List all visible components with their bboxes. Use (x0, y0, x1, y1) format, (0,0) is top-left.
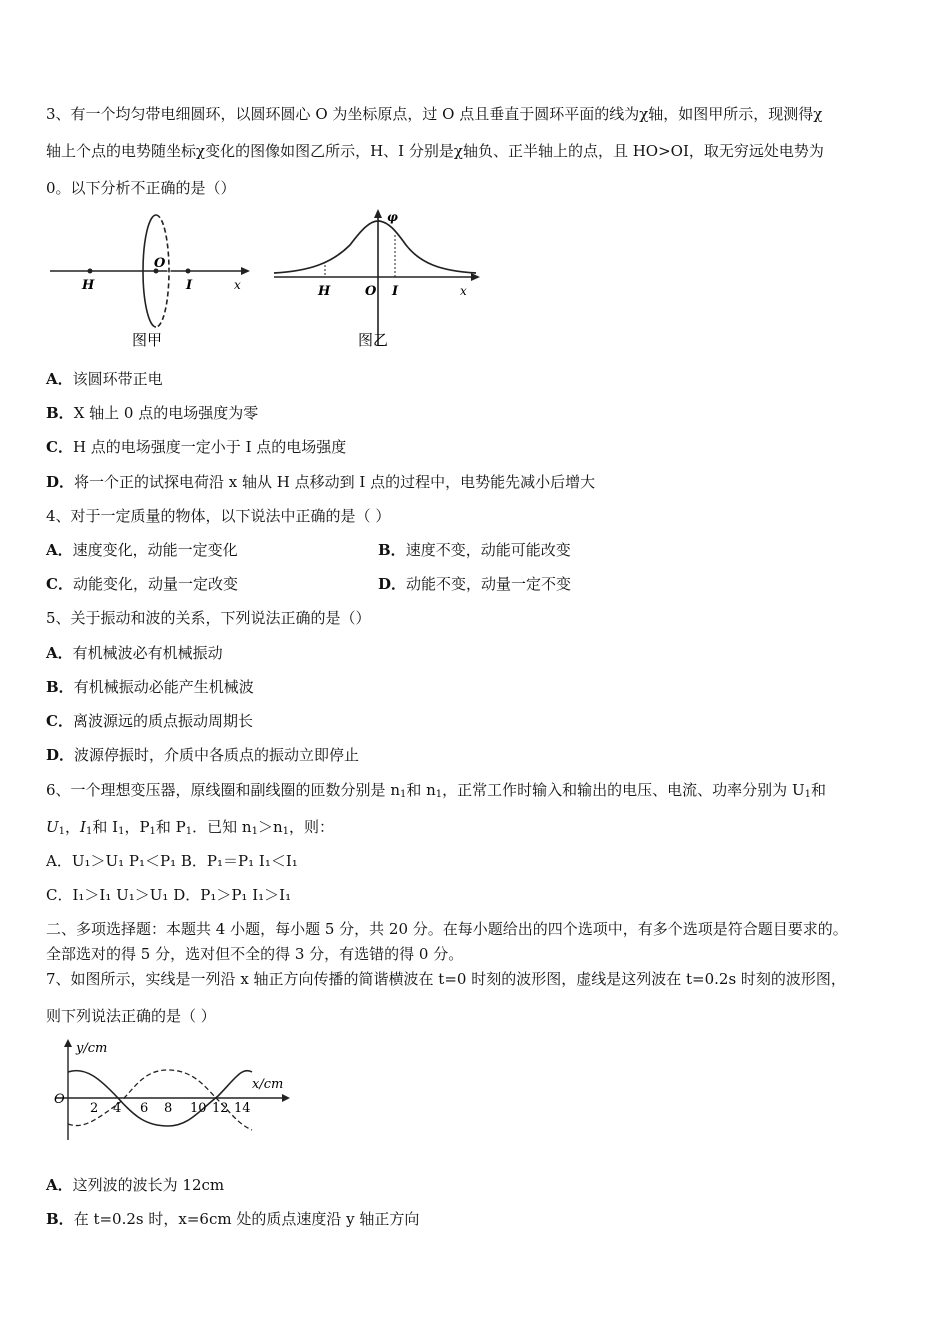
q5-stem: 5、关于振动和波的关系，下列说法正确的是（） (46, 609, 371, 627)
q7-option-a: A．这列波的波长为 12cm (46, 1176, 225, 1194)
q4-option-c: C．动能变化，动量一定改变 (46, 575, 238, 593)
wave-ylabel: y/cm (76, 1041, 108, 1056)
q7-stem-line1: 7、如图所示，实线是一列沿 x 轴正方向传播的简谐横波在 t=0 时刻的波形图，虚线是这列波在 t=0.2s 时刻的波形图， (46, 970, 846, 988)
fig-b-label-i: I (392, 284, 399, 299)
q3-stem-line3: 0。以下分析不正确的是（） (46, 179, 236, 197)
tick-6: 6 (140, 1101, 149, 1116)
q6-stem-line2: $U_1$，$I_1$和 $I_1$，$P_1$和 $P_1$．已知 $n_1>n_1$，则： (46, 818, 335, 837)
q3-option-c: C．H 点的电场强度一定小于 I 点的电场强度 (46, 438, 347, 456)
fig-b-label-x: x (460, 284, 467, 298)
section2-line2: 全部选对的得 5 分，选对但不全的得 3 分，有选错的得 0 分。 (46, 945, 464, 963)
q7-stem-line2: 则下列说法正确的是（ ） (46, 1007, 216, 1025)
fig-a-label-i: I (186, 278, 193, 293)
figure-wave (46, 1036, 296, 1146)
q6-options-cd: C．I₁＞I₁ U₁＞U₁ D．P₁＞P₁ I₁＞I₁ (46, 886, 292, 904)
figure-a-ring (46, 205, 261, 355)
tick-10: 10 (190, 1101, 207, 1116)
tick-4: 4 (113, 1101, 122, 1116)
q7-option-b: B．在 t=0.2s 时，x=6cm 处的质点速度沿 y 轴正方向 (46, 1210, 420, 1228)
tick-2: 2 (90, 1101, 99, 1116)
q5-option-d: D．波源停振时，介质中各质点的振动立即停止 (46, 746, 360, 764)
fig-b-label-o: O (365, 284, 377, 299)
fig-a-label-o: O (154, 256, 166, 271)
q3-option-d: D．将一个正的试探电荷沿 x 轴从 H 点移动到 I 点的过程中，电势能先减小后增大 (46, 473, 596, 491)
q4-option-a: A．速度变化，动能一定变化 (46, 541, 238, 559)
tick-8: 8 (164, 1101, 173, 1116)
q5-option-a: A．有机械波必有机械振动 (46, 644, 223, 662)
q6-stem-line1: 6、一个理想变压器，原线圈和副线圈的匝数分别是 $n_1$和 $n_1$，正常工作时输入和输出的电压、电流、功率分别为 $U_1$和 (46, 781, 826, 800)
wave-xlabel: x/cm (252, 1077, 284, 1092)
q3-option-b: B．X 轴上 0 点的电场强度为零 (46, 404, 259, 422)
fig-b-label-phi: φ (387, 210, 398, 224)
fig-b-caption: 图乙 (358, 331, 389, 349)
q4-option-d: D．动能不变，动量一定不变 (378, 575, 572, 593)
fig-a-label-x: x (234, 278, 241, 292)
q3-stem-line1: 3、有一个均匀带电细圆环，以圆环圆心 O 为坐标原点，过 O 点且垂直于圆环平面的线为χ轴，如图甲所示，现测得χ (46, 105, 823, 123)
q3-option-a: A．该圆环带正电 (46, 370, 163, 388)
fig-b-label-h: H (318, 284, 331, 299)
tick-12: 12 (212, 1101, 229, 1116)
figure-b-potential-graph (270, 205, 485, 355)
q4-stem: 4、对于一定质量的物体，以下说法中正确的是（ ） (46, 507, 391, 525)
section2-line1: 二、多项选择题：本题共 4 小题，每小题 5 分，共 20 分。在每小题给出的四个选项中，有多个选项是符合题目要求的。 (46, 920, 848, 938)
q6-options-ab: A．U₁＞U₁ P₁＜P₁ B．P₁＝P₁ I₁＜I₁ (46, 852, 298, 870)
wave-origin: O (54, 1092, 65, 1107)
q3-stem-line2: 轴上个点的电势随坐标χ变化的图像如图乙所示，H、I 分别是χ轴负、正半轴上的点，且 HO>OI，取无穷远处电势为 (46, 142, 824, 160)
q4-option-b: B．速度不变，动能可能改变 (378, 541, 571, 559)
q5-option-c: C．离波源远的质点振动周期长 (46, 712, 253, 730)
tick-14: 14 (234, 1101, 251, 1116)
fig-a-caption: 图甲 (132, 331, 163, 349)
fig-a-label-h: H (82, 278, 95, 293)
q5-option-b: B．有机械振动必能产生机械波 (46, 678, 254, 696)
